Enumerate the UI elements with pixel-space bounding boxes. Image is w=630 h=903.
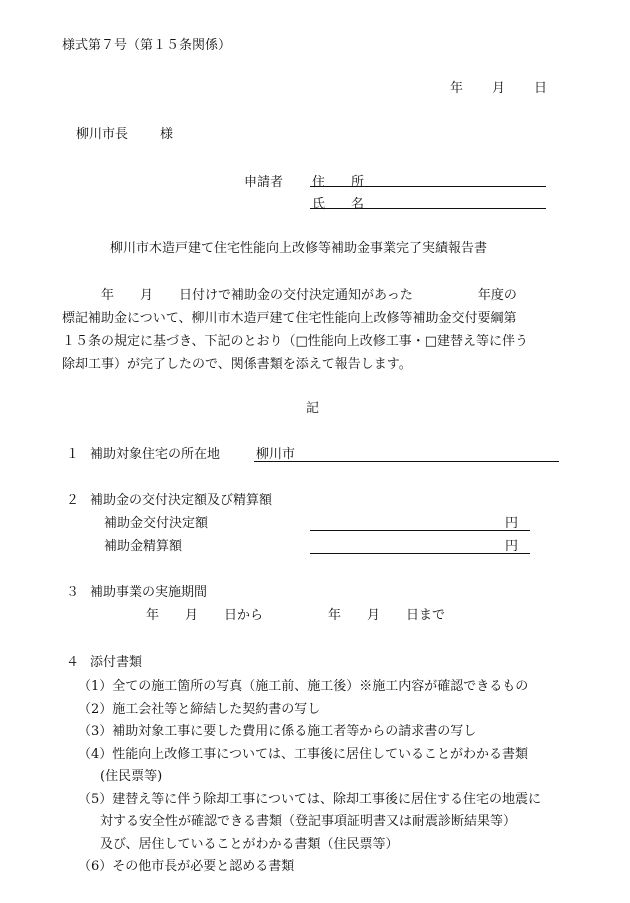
body-line: 年 月 日付けで補助金の交付決定通知があった 年度の [62,288,517,303]
attachment-item [78,744,568,767]
attachment-num: （2） [78,701,113,717]
name-label: 氏 名 [312,197,365,212]
attachment-item [78,699,568,722]
attachment-item [78,789,568,812]
settled-amount-field[interactable] [310,553,530,554]
attachment-text: 性能向上改修工事については、工事後に居住していることがわかる書類 [112,746,529,762]
section3-number: ３ [66,585,80,600]
attachment-num: （1） [78,679,113,694]
section3-label: 補助事業の実施期間 [90,585,208,600]
address-field[interactable] [310,186,546,187]
decided-amount-label: 補助金交付決定額 [104,516,209,531]
section4-number: ４ [66,655,80,670]
addressee-name: 柳川市長 [76,127,129,142]
attachment-continuation: 及び、居住していることがわかる書類（住民票等） [100,836,399,852]
attachment-text: 施工会社等と締結した契約書の写し [112,701,321,717]
body-line: 標記補助金について、柳川市木造戸建て住宅性能向上改修等補助金交付要綱第 [62,311,517,326]
attachment-text: 全ての施工箇所の写真（施工前、施工後）※施工内容が確認できるもの [112,679,529,694]
body-line: １５条の規定に基づき、下記のとおり（□性能向上改修工事・□建替え等に伴う [62,334,529,349]
address-label: 住 所 [312,175,365,190]
section1-number: １ [66,447,80,462]
applicant-label: 申請者 [244,175,284,190]
settled-amount-label: 補助金精算額 [104,539,183,554]
attachment-item [78,676,568,699]
section1-value: 柳川市 [256,447,296,462]
section2-number: ２ [66,493,80,508]
name-field[interactable] [310,208,546,209]
attachment-text: 補助対象工事に要した費用に係る施工者等からの請求書の写し [112,724,477,739]
section1-label: 補助対象住宅の所在地 [90,447,221,462]
attachment-continuation: 対する安全性が確認できる書類（登記事項証明書又は耐震診断結果等） [100,814,517,829]
document-title: 柳川市木造戸建て住宅性能向上改修等補助金事業完了実績報告書 [110,241,488,256]
ki-heading: 記 [306,401,320,416]
location-field[interactable] [254,461,559,462]
attachment-text: その他市長が必要と認める書類 [112,859,295,874]
section4-label: 添付書類 [90,655,143,670]
attachment-num: （3） [78,724,113,739]
decided-amount-field[interactable] [310,530,530,531]
addressee-honorific: 様 [160,127,174,142]
attachment-num: （6） [78,859,113,874]
attachment-list [78,676,568,879]
attachment-text: 建替え等に伴う除却工事については、除却工事後に居住する住宅の地震に [112,791,542,807]
section2-label: 補助金の交付決定額及び精算額 [90,493,273,508]
implementation-period: 年 月 日から 年 月 日まで [146,608,446,623]
decided-amount-currency: 円 [505,516,519,531]
attachment-num: （5） [78,791,113,807]
date-day: 日 [534,81,548,96]
date-year: 年 [450,81,464,96]
settled-amount-currency: 円 [505,539,519,554]
attachment-item [78,856,568,879]
attachment-item [78,721,568,744]
form-number: 様式第７号（第１５条関係） [62,38,232,53]
body-line: 除却工事）が完了したので、関係書類を添えて報告します。 [62,357,412,372]
attachment-num: （4） [78,746,113,762]
attachment-continuation: (住民票等) [100,769,163,784]
body-paragraph [62,284,562,376]
date-month: 月 [492,81,506,96]
